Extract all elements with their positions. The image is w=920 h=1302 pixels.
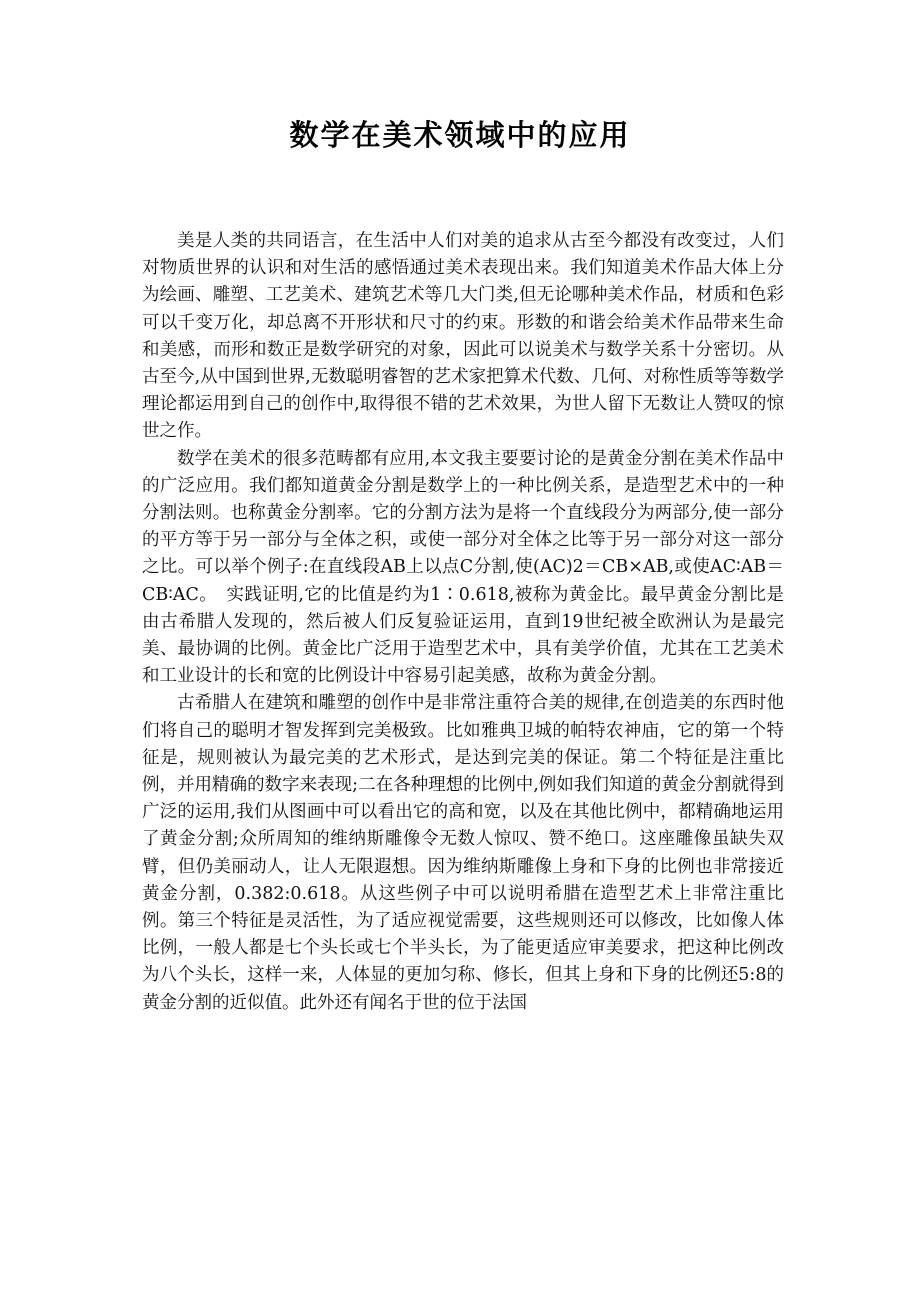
paragraph: 古希腊人在建筑和雕塑的创作中是非常注重符合美的规律,在创造美的东西时他们将自己的聪明才智发挥到完美极致。比如雅典卫城的帕特农神庙，它的第一个特征是，规则被认为最完美的艺术形式，是达到完美的保证。第二个特征是注重比例，并用精确的数字来表现;二在各种理想的比例中,例如我们知道的黄金分割就得到广泛的运用,我们从图画中可以看出它的高和宽，以及在其他比例中，都精确地运用了黄金分割;众所周知的维纳斯雕像令无数人惊叹、赞不绝口。这座雕像虽缺失双臂，但仍美丽动人，让人无限遐想。因为维纳斯雕像上身和下身的比例也非常接近黄金分割，0.382:0.618。从这些例子中可以说明希腊在造型艺术上非常注重比例。第三个特征是灵活性，为了适应视觉需要，这些规则还可以修改，比如像人体比例，一般人都是七个头长或七个半头长，为了能更适应审美要求，把这种比例改为八个头长，这样一来，人体显的更加匀称、修长，但其上身和下身的比例还5:8的黄金分割的近似值。此外还有闻名于世的位于法国 xyxy=(142,693,784,1013)
paragraph: 数学在美术的很多范畴都有应用,本文我主要要讨论的是黄金分割在美术作品中的广泛应用。我们都知道黄金分割是数学上的一种比例关系，是造型艺术中的一种分割法则。也称黄金分割率。它的分割方法为是将一个直线段分为两部分,使一部分的平方等于另一部分与全体之积，或使一部分对全体之比等于另一部分对这一部分之比。可以举个例子:在直线段AB上以点C分割,使(AC)2＝CB×AB,或使AC∶AB＝CB∶AC。 实践证明,它的比值是约为1∶0.618,被称为黄金比。最早黄金分割比是由古希腊人发现的，然后被人们反复验证运用，直到19世纪被全欧洲认为是最完美、最协调的比例。黄金比广泛用于造型艺术中，具有美学价值，尤其在工艺美术和工业设计的长和宽的比例设计中容易引起美感，故称为黄金分割。 xyxy=(142,448,784,687)
paragraph: 美是人类的共同语言，在生活中人们对美的追求从古至今都没有改变过，人们对物质世界的认识和对生活的感悟通过美术表现出来。我们知道美术作品大体上分为绘画、雕塑、工艺美术、建筑艺术等几大门类,但无论哪种美术作品，材质和色彩可以千变万化，却总离不开形状和尺寸的约束。形数的和谐会给美术作品带来生命和美感，而形和数正是数学研究的对象，因此可以说美术与数学关系十分密切。从古至今,从中国到世界,无数聪明睿智的艺术家把算术代数、几何、对称性质等等数学理论都运用到自己的创作中,取得很不错的艺术效果，为世人留下无数让人赞叹的惊世之作。 xyxy=(142,231,784,442)
page-title: 数学在美术领域中的应用 xyxy=(289,118,631,152)
document-body xyxy=(142,228,784,1017)
